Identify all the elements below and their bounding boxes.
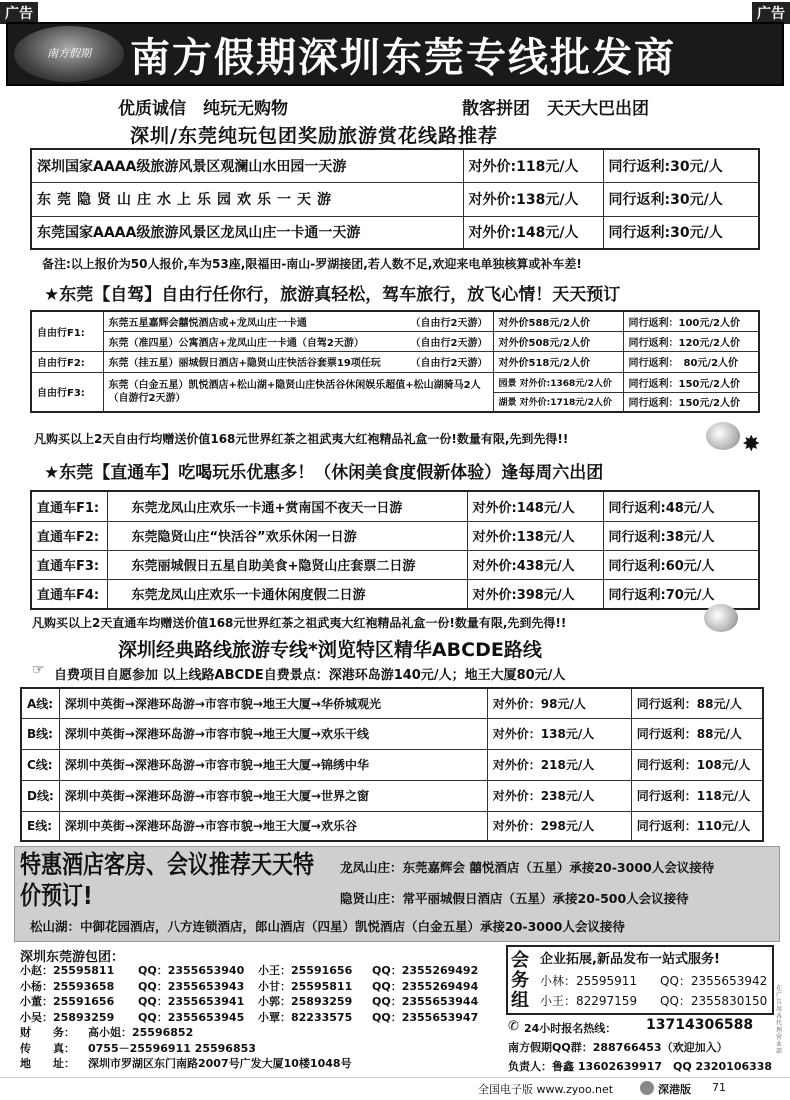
contact-qq: QQ：2355653945 [138, 1010, 245, 1024]
price: 对外价508元/2人价 [493, 331, 623, 351]
rebate: 同行返利：100元/2人价 [623, 311, 759, 331]
price: 对外价588元/2人价 [493, 311, 623, 331]
group-label: 自由行F2: [31, 351, 103, 372]
rebate: 同行返利：150元/2人价 [623, 372, 759, 392]
rebate: 同行返利：118元/人 [631, 780, 763, 811]
address-row [20, 1056, 500, 1072]
table-row [21, 749, 763, 780]
rebate: 同行返利:30元/人 [603, 149, 759, 182]
route: 深圳中英街→深港环岛游→市容市貌→地王大厦→世界之窗 [59, 780, 487, 811]
price: 对外价518元/2人价 [493, 351, 623, 372]
route: 深圳中英街→深港环岛游→市容市貌→地王大厦→欢乐干线 [59, 718, 487, 749]
rebate: 同行返利：88元/人 [631, 718, 763, 749]
item-days: （自由行2天游） [410, 337, 488, 349]
contact-qq: QQ：2355653947 [372, 1010, 479, 1024]
price: 湖景 对外价:1718元/2人价 [493, 392, 623, 412]
side-note: 在广告用各代理营业部 [776, 985, 783, 1055]
price: 对外价:148元/人 [467, 491, 603, 521]
line-label: B线: [21, 718, 59, 749]
price: 园景 对外价:1368元/2人价 [493, 372, 623, 392]
row-label: 直通车F3: [31, 550, 107, 579]
rebate: 同行返利:30元/人 [603, 216, 759, 249]
section1-title: 深圳/东莞纯玩包团奖励旅游赏花线路推荐 [130, 125, 498, 147]
route-desc: 东莞龙凤山庄欢乐一卡通+赏南国不夜天一日游 [107, 491, 467, 521]
contact-name: 小赵：25595811 [20, 964, 115, 977]
rebate: 同行返利：108元/人 [631, 749, 763, 780]
fax-row [20, 1041, 500, 1057]
route: 深圳中英街→深港环岛游→市容市貌→地王大厦→欢乐谷 [59, 811, 487, 841]
rebate: 同行返利：120元/2人价 [623, 331, 759, 351]
finance-label: 财 务： [20, 1026, 75, 1039]
price: 对外价:438元/人 [467, 550, 603, 579]
price: 对外价:398元/人 [467, 579, 603, 609]
contact-qq: QQ：2355653941 [138, 995, 245, 1008]
contact-name: 小甘：25595811 [258, 979, 353, 993]
rebate: 同行返利：150元/2人价 [623, 392, 759, 412]
table-row [31, 351, 759, 372]
route: 深圳中英街→深港环岛游→市容市貌→地王大厦→华侨城观光 [59, 688, 487, 718]
address-value: 深圳市罗湖区东门南路2007号广发大厦10楼1048号 [88, 1057, 352, 1070]
price: 对外价：298元/人 [487, 811, 631, 841]
item-desc: 东莞（挂五星）丽城假日酒店+隐贤山庄快活谷套票19项任玩 [108, 358, 381, 369]
footer-text: 全国电子版 www.zyoo.net [478, 1083, 614, 1096]
price: 对外价:148元/人 [463, 216, 603, 249]
rebate: 同行返利:30元/人 [603, 182, 759, 216]
item-desc: 东莞五星嘉辉会囍悦酒店或+龙凤山庄一卡通 [108, 317, 307, 329]
price: 对外价：238元/人 [487, 780, 631, 811]
item-days: （自由行2天游） [410, 358, 488, 369]
route: 深圳中英街→深港环岛游→市容市貌→地王大厦→锦绣中华 [59, 749, 487, 780]
qq-group: 南方假期QQ群：288766453（欢迎加入） [508, 1041, 728, 1054]
route-name: 东莞隐贤山庄水上乐园欢乐一天游 [31, 182, 463, 216]
table-row [31, 579, 759, 609]
contacts-list [20, 963, 500, 1072]
manager-contact: 负责人：鲁鑫 13602639917 QQ 2320106338 [508, 1060, 773, 1073]
conference-label: 会务组 [511, 950, 529, 1011]
hotel-title: 特惠酒店客房、会议推荐天天特价预订! [20, 850, 314, 910]
hotel-line-1: 龙凤山庄：东莞嘉辉会 囍悦酒店（五星）承接20-3000人会议接待 [340, 860, 715, 875]
brand-logo: 南方假期 [14, 26, 124, 82]
conference-contact-2: 小王：82297159 [540, 994, 638, 1008]
contact-name: 小杨：25593658 [20, 979, 115, 993]
section2-title: ★东莞【自驾】自由行任你行，旅游真轻松，驾车旅行，放飞心情！天天预订 [44, 285, 621, 305]
line-label: E线: [21, 811, 59, 841]
hotel-line-3: 松山湖：中御花园酒店，八方连锁酒店，郎山酒店（四星）凯悦酒店（白金五星）承接20-3000人会议接待 [30, 919, 625, 934]
hotline-number: 13714306588 [646, 1017, 754, 1033]
pointing-hand-icon: ☞ [32, 662, 45, 678]
group-label: 自由行F3: [31, 372, 103, 412]
phone-icon: ✆ [508, 1019, 519, 1034]
section3-title: ★东莞【直通车】吃喝玩乐优惠多！（休闲美食度假新体验）逢每周六出团 [44, 463, 604, 483]
slogan-left: 优质诚信 纯玩无购物 [118, 99, 288, 119]
contact-row [20, 963, 500, 979]
table-row [21, 688, 763, 718]
section3-table [30, 490, 760, 610]
route-desc: 东莞龙凤山庄欢乐一卡通休闲度假二日游 [107, 579, 467, 609]
fax-value: 0755－25596911 25596853 [88, 1041, 256, 1055]
item-days: （自由行2天游） [410, 317, 488, 329]
section3-gift-note: 凡购买以上2天直通车均赠送价值168元世界红茶之祖武夷大红袍精品礼盒一份!数量有限,先到先得!! [32, 616, 567, 630]
gift-box-icon [704, 604, 738, 632]
contact-name: 小王：25591656 [258, 964, 353, 977]
table-row [21, 780, 763, 811]
section1-table [30, 148, 760, 250]
section4-table [20, 687, 764, 842]
table-row [31, 331, 759, 351]
price: 对外价:118元/人 [463, 149, 603, 182]
line-label: D线: [21, 780, 59, 811]
contact-qq: QQ：2355653940 [138, 964, 245, 977]
rebate: 同行返利： 80元/2人价 [623, 351, 759, 372]
finance-value: 高小姐：25596852 [88, 1026, 194, 1039]
address-label: 地 址： [20, 1057, 75, 1070]
line-label: C线: [21, 749, 59, 780]
contact-name: 小吴：25893259 [20, 1010, 115, 1024]
contact-qq: QQ：2355653944 [372, 995, 479, 1008]
conference-contact-1: 小林：25595911 [540, 974, 638, 988]
line-label: A线: [21, 688, 59, 718]
table-row [31, 182, 759, 216]
contact-name: 小董：25591656 [20, 995, 115, 1008]
item-desc: 东莞（准四星）公寓酒店+龙凤山庄一卡通（自驾2天游） [108, 337, 364, 349]
contact-qq: QQ：2355653943 [138, 979, 245, 993]
table-row [31, 521, 759, 550]
gift-box-icon [706, 422, 740, 450]
section4-title: 深圳经典路线旅游专线*浏览特区精华ABCDE路线 [118, 639, 542, 661]
price: 对外价：218元/人 [487, 749, 631, 780]
finance-row [20, 1025, 500, 1041]
route-name: 深圳国家AAAA级旅游风景区观澜山水田园一天游 [31, 149, 463, 182]
slogan-right: 散客拼团 天天大巴出团 [462, 99, 649, 119]
table-row [21, 811, 763, 841]
rebate: 同行返利:70元/人 [603, 579, 759, 609]
item-desc: 东莞（白金五星）凯悦酒店+松山湖+隐贤山庄快活谷休闲娱乐超值+松山湖骑马2人 [108, 379, 481, 391]
ad-label-left: 广告 [0, 2, 38, 24]
contact-row [20, 994, 500, 1010]
footer-divider [0, 1077, 790, 1078]
price: 对外价:138元/人 [467, 521, 603, 550]
hotel-line-2: 隐贤山庄：常平丽城假日酒店（五星）承接20-500人会议接待 [340, 891, 689, 906]
price: 对外价:138元/人 [463, 182, 603, 216]
row-label: 直通车F4: [31, 579, 107, 609]
rebate: 同行返利：110元/人 [631, 811, 763, 841]
rebate: 同行返利:60元/人 [603, 550, 759, 579]
table-row [31, 149, 759, 182]
hotline-label: 24小时报名热线： [524, 1022, 617, 1035]
conference-qq-1: QQ：2355653942 [660, 974, 768, 988]
table-row [31, 550, 759, 579]
conference-qq-2: QQ：2355830150 [660, 994, 768, 1008]
rebate: 同行返利：88元/人 [631, 688, 763, 718]
table-row [31, 372, 759, 392]
contact-name: 小郭：25893259 [258, 995, 353, 1008]
contact-qq: QQ：2355269492 [372, 964, 479, 977]
rebate: 同行返利:38元/人 [603, 521, 759, 550]
contact-row [20, 979, 500, 995]
item-days: （自游行2天游） [108, 392, 186, 404]
page-number: 71 [712, 1081, 726, 1094]
rebate: 同行返利:48元/人 [603, 491, 759, 521]
contact-qq: QQ：2355269494 [372, 979, 479, 993]
row-label: 直通车F2: [31, 521, 107, 550]
contact-row [20, 1010, 500, 1026]
table-row [31, 216, 759, 249]
table-row [31, 311, 759, 331]
section1-note: 备注:以上报价为50人报价,车为53座,限福田-南山-罗湖接团,若人数不足,欢迎来电单独核算或补车差! [42, 257, 582, 271]
ad-label-right: 广告 [752, 2, 790, 24]
footer-logo-icon [640, 1081, 654, 1095]
price: 对外价：98元/人 [487, 688, 631, 718]
page-title: 南方假期深圳东莞专线批发商 [130, 35, 676, 81]
row-label: 直通车F1: [31, 491, 107, 521]
footer-edition: 深港版 [658, 1083, 691, 1096]
price: 对外价：138元/人 [487, 718, 631, 749]
group-label: 自由行F1: [31, 311, 103, 351]
route-name: 东莞国家AAAA级旅游风景区龙凤山庄一卡通一天游 [31, 216, 463, 249]
contacts-title: 深圳东莞游包团： [20, 950, 125, 965]
contact-name: 小覃：82233575 [258, 1010, 353, 1024]
table-row [31, 491, 759, 521]
section4-subtitle: 自费项目自愿参加 以上线路ABCDE自费景点：深港环岛游140元/人；地王大厦80元/人 [54, 668, 566, 683]
section2-table [30, 310, 760, 413]
route-desc: 东莞丽城假日五星自助美食+隐贤山庄套票二日游 [107, 550, 467, 579]
starburst-icon: ✸ [742, 432, 761, 457]
conference-title: 企业拓展,新品发布一站式服务! [540, 952, 720, 967]
fax-label: 传 真： [20, 1041, 75, 1055]
route-desc: 东莞隐贤山庄“快活谷”欢乐休闲一日游 [107, 521, 467, 550]
section2-gift-note: 凡购买以上2天自由行均赠送价值168元世界红茶之祖武夷大红袍精品礼盒一份!数量有限,先到先得!! [34, 432, 569, 446]
table-row [21, 718, 763, 749]
